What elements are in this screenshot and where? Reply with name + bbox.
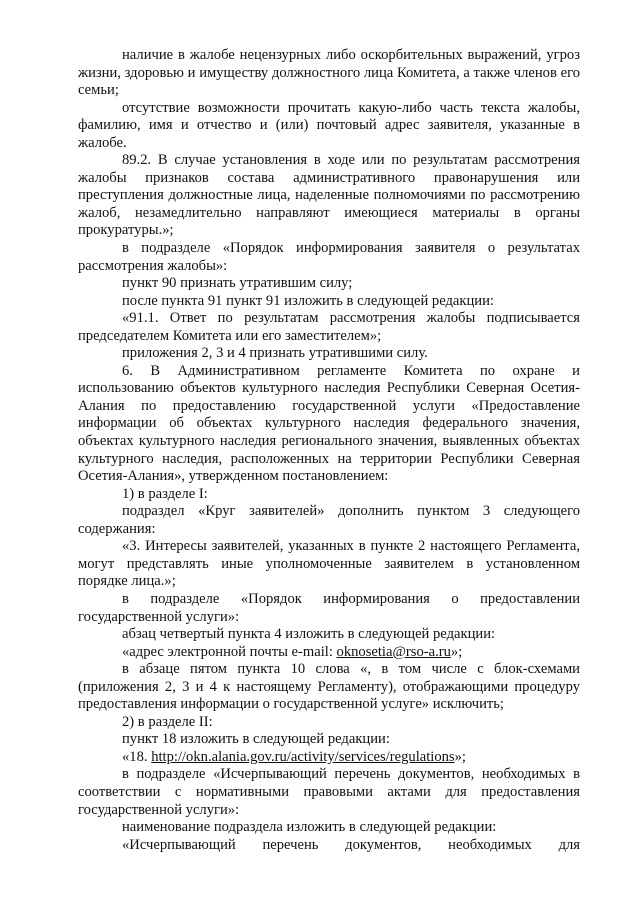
paragraph-text: в подразделе «Порядок информирования о предоставлении государственной услуги»:: [78, 590, 580, 625]
paragraph-text: «91.1. Ответ по результатам рассмотрения жалобы подписывается председателем Комитета или его заместителем»;: [78, 310, 580, 344]
paragraph-text: »;: [450, 643, 463, 660]
paragraph-text: абзац четвертый пункта 4 изложить в следующей редакции:: [122, 626, 496, 643]
paragraph: [78, 310, 580, 345]
hyperlink[interactable]: oknosetia@rso-a.ru: [336, 643, 451, 660]
paragraph-text: после пункта 91 пункт 91 изложить в следующей редакции:: [122, 292, 494, 309]
paragraph-text: «Исчерпывающий перечень документов, необходимых для: [122, 836, 580, 853]
paragraph-text: пункт 18 изложить в следующей редакции:: [122, 731, 390, 748]
paragraph: [78, 486, 580, 504]
paragraph: [78, 240, 580, 275]
hyperlink[interactable]: http://okn.alania.gov.ru/activity/services/regulations: [151, 748, 455, 765]
paragraph: [78, 837, 580, 855]
paragraph: [78, 749, 580, 767]
paragraph: [78, 538, 580, 591]
paragraph: [78, 661, 580, 714]
paragraph: [78, 345, 580, 363]
paragraph-text: «адрес электронной почты e-mail:: [122, 643, 337, 660]
paragraph-text: 2) в разделе II:: [122, 713, 213, 730]
paragraph: [78, 714, 580, 732]
paragraph-text: пункт 90 признать утратившим силу;: [122, 275, 353, 292]
paragraph: [78, 503, 580, 538]
paragraph: [78, 819, 580, 837]
paragraph-text: 89.2. В случае установления в ходе или по результатам рассмотрения жалобы признаков состава административного правонарушения или преступления должностные лица, наделенные полномочиями по рассмотрению жалоб, незамедлительно направляют имеющиеся материалы в органы прокуратуры.»;: [78, 152, 580, 239]
paragraph-text: подраздел «Круг заявителей» дополнить пунктом 3 следующего содержания:: [78, 503, 580, 537]
paragraph: [78, 766, 580, 819]
paragraph: [78, 363, 580, 486]
paragraph-text: »;: [454, 748, 466, 765]
paragraph-text: наличие в жалобе нецензурных либо оскорбительных выражений, угроз жизни, здоровью и имуществу должностного лица Комитета, а также членов его семьи;: [78, 47, 580, 99]
paragraph: [78, 591, 580, 626]
paragraph: [78, 626, 580, 644]
paragraph-text: приложения 2, 3 и 4 признать утратившими силу.: [122, 345, 428, 362]
paragraph-text: отсутствие возможности прочитать какую-либо часть текста жалобы, фамилию, имя и отчество и (или) почтовый адрес заявителя, указанные в жалобе.: [78, 99, 580, 151]
paragraph-text: «3. Интересы заявителей, указанных в пункте 2 настоящего Регламента, могут представлять иные уполномоченные заявителем в установленном порядке лица.»;: [78, 538, 580, 590]
paragraph-text: 6. В Административном регламенте Комитета по охране и использованию объектов культурного наследия Республики Северная Осетия-Алания по предоставлению государственной услуги «Предоставление информации об объектах культурного наследия федерального значения, объектах культурного наследия регионального значения, выявленных объектах культурного наследия, расположенных на территории Республики Северная Осетия-Алания», утвержденном постановлением:: [78, 362, 580, 485]
paragraph: [78, 100, 580, 153]
paragraph-text: в подразделе «Исчерпывающий перечень документов, необходимых в соответствии с нормативными правовыми актами для предоставления государственной услуги»:: [78, 766, 580, 818]
paragraph: [78, 293, 580, 311]
paragraph-text: в абзаце пятом пункта 10 слова «, в том числе с блок-схемами (приложения 2, 3 и 4 к настоящему Регламенту), отображающими процедуру предоставления информации о государственной услуге» исключить;: [78, 661, 580, 713]
paragraph-text: «18.: [122, 748, 152, 765]
paragraph-text: 1) в разделе I:: [122, 485, 208, 502]
paragraph: [78, 731, 580, 749]
document-body: [78, 47, 580, 854]
paragraph: [78, 275, 580, 293]
paragraph-text: в подразделе «Порядок информирования заявителя о результатах рассмотрения жалобы»:: [78, 240, 580, 274]
paragraph: [78, 152, 580, 240]
paragraph-text: наименование подраздела изложить в следующей редакции:: [122, 819, 497, 836]
paragraph: [78, 644, 580, 662]
paragraph: [78, 47, 580, 100]
